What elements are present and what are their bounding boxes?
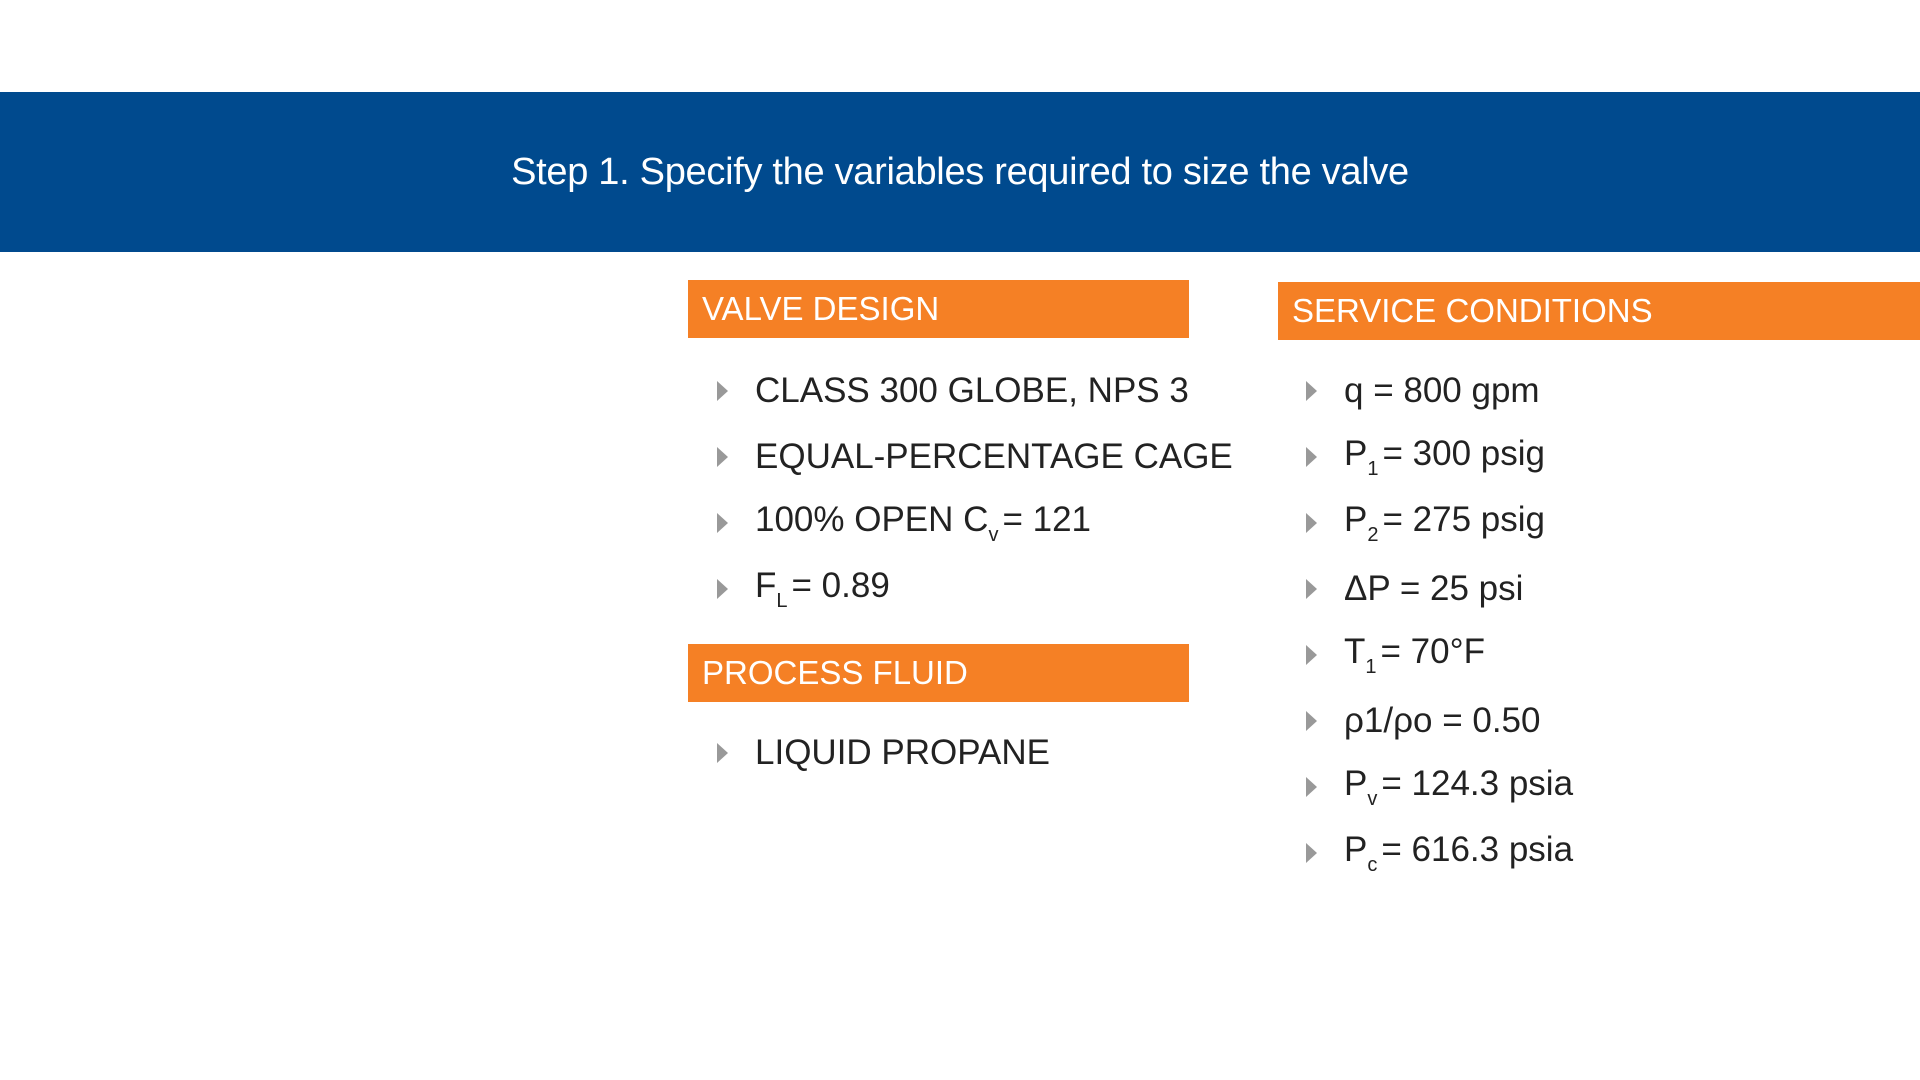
item-main: P [1344, 829, 1368, 869]
item-subscript: v [988, 523, 999, 546]
item-value: = 616.3 psia [1381, 829, 1574, 869]
process-fluid-list [712, 720, 1050, 786]
item-main: ρ1/ρo = 0.50 [1344, 701, 1541, 740]
process-fluid-heading: PROCESS FLUID [702, 654, 968, 691]
bullet-arrow-icon [1306, 513, 1317, 533]
item-main: EQUAL-PERCENTAGE CAGE [755, 437, 1233, 476]
list-item [712, 556, 1233, 622]
item-main: P [1344, 763, 1368, 803]
bullet-arrow-icon [717, 579, 728, 599]
list-item [1301, 424, 1573, 490]
item-subscript: L [776, 589, 788, 612]
bullet-arrow-icon [1306, 777, 1317, 797]
item-text [1344, 830, 1573, 877]
item-main: T [1344, 631, 1366, 671]
item-main: ΔP = 25 psi [1344, 569, 1524, 608]
bullet-arrow-icon [1306, 711, 1317, 731]
list-item [1301, 622, 1573, 688]
item-subscript: 1 [1367, 457, 1379, 480]
valve-design-list [712, 358, 1233, 622]
list-item [1301, 820, 1573, 886]
bullet-arrow-icon [717, 743, 728, 763]
list-item [1301, 490, 1573, 556]
bullet-arrow-icon [717, 447, 728, 467]
item-main: P [1344, 433, 1368, 473]
service-conditions-heading: SERVICE CONDITIONS [1292, 292, 1653, 329]
list-item [1301, 358, 1573, 424]
service-conditions-list [1301, 358, 1573, 886]
item-subscript: 1 [1365, 655, 1377, 678]
item-main: LIQUID PROPANE [755, 733, 1050, 772]
list-item [712, 720, 1050, 786]
list-item [1301, 688, 1573, 754]
item-value: = 275 psig [1382, 499, 1545, 539]
item-text [1344, 371, 1540, 411]
list-item [712, 424, 1233, 490]
item-main: CLASS 300 GLOBE, NPS 3 [755, 371, 1189, 410]
item-text [755, 437, 1233, 477]
bullet-arrow-icon [717, 513, 728, 533]
bullet-arrow-icon [1306, 645, 1317, 665]
valve-design-header [688, 280, 1189, 338]
item-text [755, 733, 1050, 773]
item-subscript: v [1367, 787, 1378, 810]
list-item [712, 490, 1233, 556]
item-value: = 0.89 [791, 565, 890, 605]
item-text [1344, 701, 1540, 741]
item-text [1344, 500, 1545, 547]
item-value: = 124.3 psia [1381, 763, 1574, 803]
valve-design-heading: VALVE DESIGN [702, 290, 940, 327]
item-subscript: c [1367, 853, 1378, 876]
slide-title: Step 1. Specify the variables required to size the valve [511, 150, 1409, 193]
title-banner [0, 92, 1920, 252]
item-main: q = 800 gpm [1344, 371, 1540, 410]
list-item [1301, 754, 1573, 820]
process-fluid-header [688, 644, 1189, 702]
item-value: = 70°F [1380, 631, 1485, 671]
bullet-arrow-icon [1306, 381, 1317, 401]
item-text [1344, 569, 1523, 609]
item-text [1344, 632, 1485, 679]
item-text [755, 500, 1091, 547]
item-main: F [755, 565, 777, 605]
list-item [712, 358, 1233, 424]
item-text [1344, 434, 1545, 481]
bullet-arrow-icon [1306, 447, 1317, 467]
service-conditions-header [1278, 282, 1920, 340]
item-text [755, 566, 890, 613]
item-value: = 300 psig [1382, 433, 1545, 473]
item-text [1344, 764, 1573, 811]
bullet-arrow-icon [1306, 843, 1317, 863]
item-subscript: 2 [1367, 523, 1379, 546]
list-item [1301, 556, 1573, 622]
item-text [755, 371, 1189, 411]
item-value: = 121 [1002, 499, 1091, 539]
bullet-arrow-icon [1306, 579, 1317, 599]
item-main: P [1344, 499, 1368, 539]
item-main: 100% OPEN C [755, 499, 989, 539]
bullet-arrow-icon [717, 381, 728, 401]
